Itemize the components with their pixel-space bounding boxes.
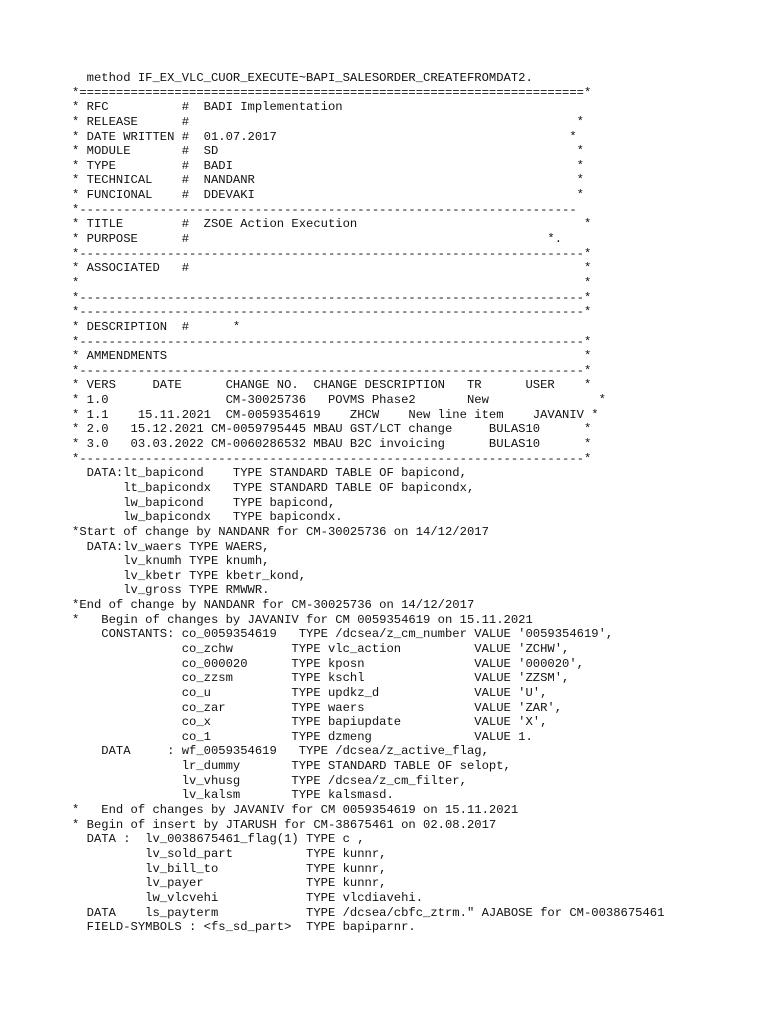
code-line: * DESCRIPTION # * [72, 319, 241, 334]
code-line: lv_kalsm TYPE kalsmasd. [72, 788, 394, 803]
code-line: co_zar TYPE waers VALUE 'ZAR', [72, 700, 563, 715]
code-line: CONSTANTS: co_0059354619 TYPE /dcsea/z_cm_number VALUE '0059354619', [72, 627, 614, 642]
code-line: FIELD-SYMBOLS : <fs_sd_part> TYPE bapiparnr. [72, 920, 416, 935]
code-line: * TITLE # ZSOE Action Execution * [72, 217, 592, 232]
code-line: *---------------------------------------------------------------------* [72, 290, 592, 305]
code-line: * * [72, 275, 592, 290]
code-line: DATA : lv_0038675461_flag(1) TYPE c , [72, 832, 365, 847]
code-line: lt_bapicondx TYPE STANDARD TABLE OF bapicondx, [72, 480, 475, 495]
code-line: * 1.0 CM-30025736 POVMS Phase2 New * [72, 393, 606, 408]
code-line: * RELEASE # * [72, 114, 584, 129]
code-line: DATA:lt_bapicond TYPE STANDARD TABLE OF bapicond, [72, 466, 467, 481]
code-line: co_x TYPE bapiupdate VALUE 'X', [72, 715, 548, 730]
code-line: * End of changes by JAVANIV for CM 0059354619 on 15.11.2021 [72, 803, 519, 818]
code-line: co_000020 TYPE kposn VALUE '000020', [72, 656, 584, 671]
code-line: * Begin of insert by JTARUSH for CM-38675461 on 02.08.2017 [72, 817, 497, 832]
code-line: lw_bapicondx TYPE bapicondx. [72, 510, 343, 525]
code-line: * VERS DATE CHANGE NO. CHANGE DESCRIPTION TR USER * [72, 378, 592, 393]
code-line: co_1 TYPE dzmeng VALUE 1. [72, 729, 533, 744]
code-line: co_zzsm TYPE kschl VALUE 'ZZSM', [72, 671, 570, 686]
code-line: * AMMENDMENTS * [72, 349, 592, 364]
code-line: * ASSOCIATED # * [72, 261, 592, 276]
code-line: lv_bill_to TYPE kunnr, [72, 861, 387, 876]
code-line: * MODULE # SD * [72, 144, 584, 159]
code-line: *---------------------------------------------------------------------* [72, 305, 592, 320]
abap-source-code [72, 71, 664, 935]
code-line: * Begin of changes by JAVANIV for CM 0059354619 on 15.11.2021 [72, 612, 533, 627]
code-line: *End of change by NANDANR for CM-30025736 on 14/12/2017 [72, 598, 475, 613]
code-line: * 1.1 15.11.2021 CM-0059354619 ZHCW New line item JAVANIV * [72, 407, 599, 422]
code-line: * RFC # BADI Implementation [72, 100, 343, 115]
code-line: *=====================================================================* [72, 85, 592, 100]
code-line: *---------------------------------------------------------------------* [72, 334, 592, 349]
code-line: * 2.0 15.12.2021 CM-0059795445 MBAU GST/LCT change BULAS10 * [72, 422, 592, 437]
code-line: * PURPOSE # *. [72, 232, 563, 247]
code-line: lv_knumh TYPE knumh, [72, 554, 270, 569]
code-line: DATA ls_payterm TYPE /dcsea/cbfc_ztrm." AJABOSE for CM-0038675461 [72, 905, 665, 920]
code-line: *---------------------------------------------------------------------* [72, 363, 592, 378]
code-line: *---------------------------------------------------------------------* [72, 451, 592, 466]
code-line: co_u TYPE updkz_d VALUE 'U', [72, 685, 548, 700]
code-line: co_zchw TYPE vlc_action VALUE 'ZCHW', [72, 641, 570, 656]
code-line: lw_vlcvehi TYPE vlcdiavehi. [72, 890, 424, 905]
code-line: method IF_EX_VLC_CUOR_EXECUTE~BAPI_SALESORDER_CREATEFROMDAT2. [72, 71, 533, 85]
code-line: lv_kbetr TYPE kbetr_kond, [72, 568, 307, 583]
code-line: DATA:lv_waers TYPE WAERS, [72, 539, 270, 554]
code-line: * FUNCIONAL # DDEVAKI * [72, 188, 584, 203]
code-line: * 3.0 03.03.2022 CM-0060286532 MBAU B2C invoicing BULAS10 * [72, 437, 592, 452]
code-line: *-------------------------------------------------------------------- [72, 202, 577, 217]
code-line: lv_sold_part TYPE kunnr, [72, 846, 387, 861]
code-line: lv_payer TYPE kunnr, [72, 876, 387, 891]
code-line: * TYPE # BADI * [72, 158, 584, 173]
code-line: * DATE WRITTEN # 01.07.2017 * [72, 129, 577, 144]
code-line: *---------------------------------------------------------------------* [72, 246, 592, 261]
code-line: lr_dummy TYPE STANDARD TABLE OF selopt, [72, 759, 511, 774]
code-line: lv_vhusg TYPE /dcsea/z_cm_filter, [72, 773, 467, 788]
code-line: *Start of change by NANDANR for CM-30025736 on 14/12/2017 [72, 524, 489, 539]
code-line: lv_gross TYPE RMWWR. [72, 583, 270, 598]
code-line: lw_bapicond TYPE bapicond, [72, 495, 336, 510]
code-line: * TECHNICAL # NANDANR * [72, 173, 584, 188]
code-line: DATA : wf_0059354619 TYPE /dcsea/z_active_flag, [72, 744, 489, 759]
